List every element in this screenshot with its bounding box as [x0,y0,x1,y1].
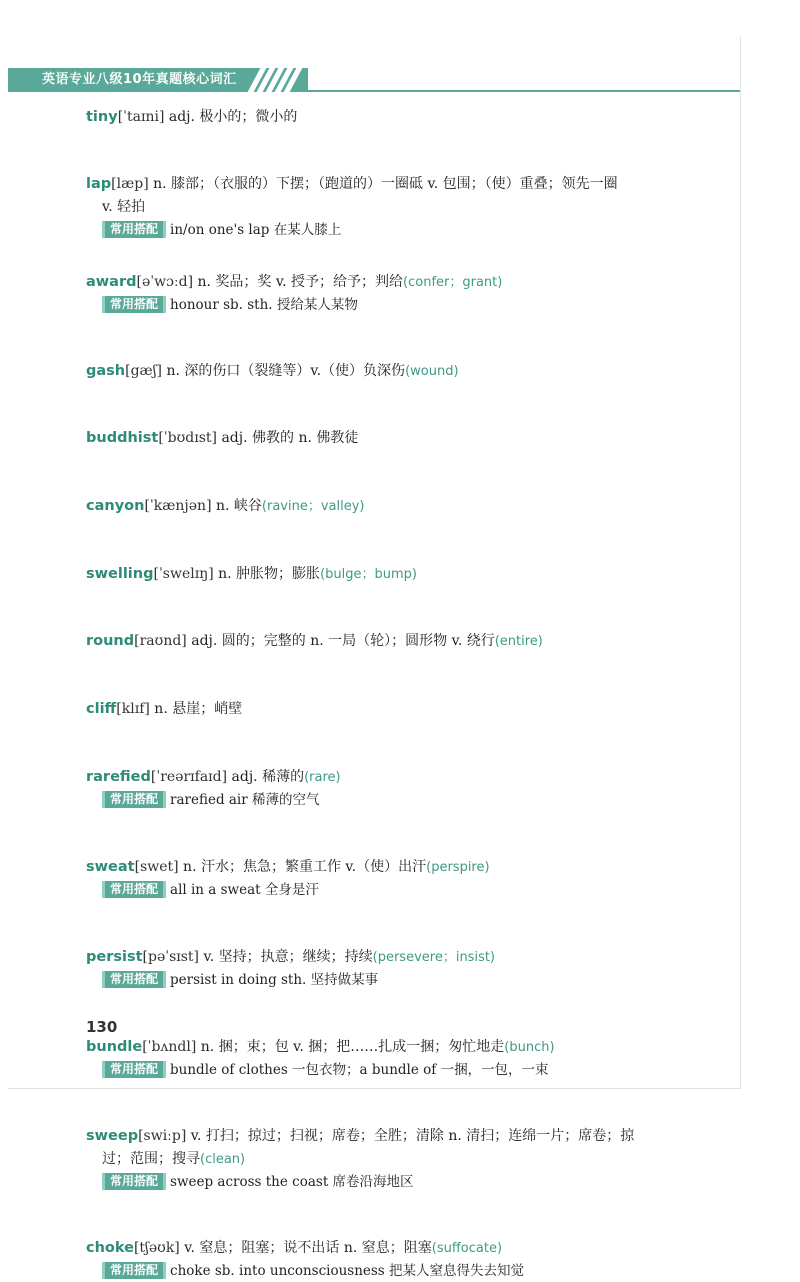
headword: gash [86,363,126,379]
collocation: choke sb. into unconsciousness 把某人窒息得失去知觉 [170,1263,525,1279]
phonetic: [ˈkænjən] [144,498,212,514]
definition: n. 捆；束；包 v. 捆；把……扎成一捆；匆忙地走 [200,1039,505,1055]
synonyms: (rare) [304,770,341,785]
definition-continued: 过；范围；搜寻 [102,1151,200,1167]
phonetic: [ˈswelɪŋ] [153,566,214,582]
headword: buddhist [86,430,159,446]
header-stripes [254,68,296,92]
entry-round [86,630,686,653]
definition: adj. 圆的；完整的 n. 一局（轮）；圆形物 v. 绕行 [191,633,495,649]
collocation: in/on one's lap 在某人膝上 [170,222,342,238]
collocation-tag: 常用搭配 [102,1173,166,1190]
definition: n. 汗水；焦急；繁重工作 v.（使）出汗 [183,859,427,875]
collocation-tag: 常用搭配 [102,881,166,898]
phonetic: [ˈreərɪfaɪd] [150,769,228,785]
synonyms: (wound) [405,364,459,379]
header-rule [8,90,740,92]
phonetic: [ˈbʌndl] [142,1039,197,1055]
phonetic: [klɪf] [116,701,150,717]
headword: canyon [86,498,145,514]
headword: cliff [86,701,117,717]
phonetic: [raʊnd] [134,633,187,649]
phonetic: [ˈtaɪni] [117,109,165,125]
definition: v. 窒息；阻塞；说不出话 n. 窒息；阻塞 [184,1240,432,1256]
headword: sweat [86,859,135,875]
entry-lap [86,173,686,241]
synonyms: (persevere；insist) [372,950,496,965]
definition: v. 坚持；执意；继续；持续 [203,949,373,965]
synonyms: (bunch) [504,1040,555,1055]
definition: n. 肿胀物；膨胀 [218,566,321,582]
synonyms: (perspire) [426,860,490,875]
collocation-tag: 常用搭配 [102,296,166,313]
synonyms: (suffocate) [431,1241,503,1256]
definition: adj. 佛教的 n. 佛教徒 [221,430,359,446]
page-number: 130 [86,1018,118,1036]
phonetic: [læp] [111,176,149,192]
collocation: bundle of clothes 一包衣物；a bundle of 一捆，一包，一束 [170,1062,549,1078]
entry-gash [86,360,686,383]
collocation: sweep across the coast 席卷沿海地区 [170,1174,414,1190]
phonetic: [əˈwɔːd] [136,274,194,290]
headword: choke [86,1240,134,1256]
definition: n. 膝部；（衣服的）下摆；（跑道的）一圈砥 v. 包围；（使）重叠；领先一圈 [153,176,618,192]
definition: adj. 稀薄的 [231,769,305,785]
headword: round [86,633,135,649]
entry-tiny [86,106,686,129]
headword: lap [86,176,112,192]
headword: tiny [86,109,118,125]
phonetic: [ˈbʊdɪst] [158,430,217,446]
header-title: 英语专业八级10年真题核心词汇 [42,72,237,87]
phonetic: [swiːp] [138,1128,187,1144]
headword: swelling [86,566,154,582]
entry-award [86,271,686,316]
definition-continued: v. 轻拍 [102,199,146,215]
definition: n. 深的伤口（裂缝等）v.（使）负深伤 [166,363,406,379]
headword: sweep [86,1128,139,1144]
vocabulary-list [86,106,686,1282]
collocation: rarefied air 稀薄的空气 [170,792,320,808]
collocation: all in a sweat 全身是汗 [170,882,319,898]
collocation-tag: 常用搭配 [102,791,166,808]
entry-canyon [86,495,686,518]
entry-bundle [86,1036,686,1081]
collocation-tag: 常用搭配 [102,1061,166,1078]
phonetic: [gæʃ] [125,363,162,379]
headword: persist [86,949,143,965]
collocation: honour sb. sth. 授给某人某物 [170,297,358,313]
synonyms: (ravine；valley) [261,499,365,514]
collocation: persist in doing sth. 坚持做某事 [170,972,379,988]
headword: bundle [86,1039,143,1055]
definition: adj. 极小的；微小的 [168,109,298,125]
phonetic: [pəˈsɪst] [142,949,200,965]
entry-buddhist [86,427,686,450]
collocation-tag: 常用搭配 [102,221,166,238]
synonyms: (bulge；bump) [320,567,417,582]
headword: award [86,274,137,290]
definition: n. 峡谷 [215,498,262,514]
entry-sweep [86,1125,686,1193]
collocation-tag: 常用搭配 [102,971,166,988]
entry-persist [86,946,686,991]
entry-cliff [86,698,686,721]
entry-choke [86,1237,686,1282]
synonyms: (confer；grant) [403,275,503,290]
synonyms: (clean) [200,1152,246,1167]
entry-swelling [86,563,686,586]
entry-rarefied [86,766,686,811]
definition: v. 打扫；掠过；扫视；席卷；全胜；清除 n. 清扫；连绵一片；席卷；掠 [190,1128,635,1144]
definition: n. 悬崖；峭壁 [154,701,243,717]
collocation-tag: 常用搭配 [102,1262,166,1279]
phonetic: [tʃəʊk] [133,1240,180,1256]
definition: n. 奖品；奖 v. 授予；给予；判给 [197,274,404,290]
synonyms: (entire) [494,634,543,649]
entry-sweat [86,856,686,901]
headword: rarefied [86,769,151,785]
phonetic: [swet] [134,859,179,875]
